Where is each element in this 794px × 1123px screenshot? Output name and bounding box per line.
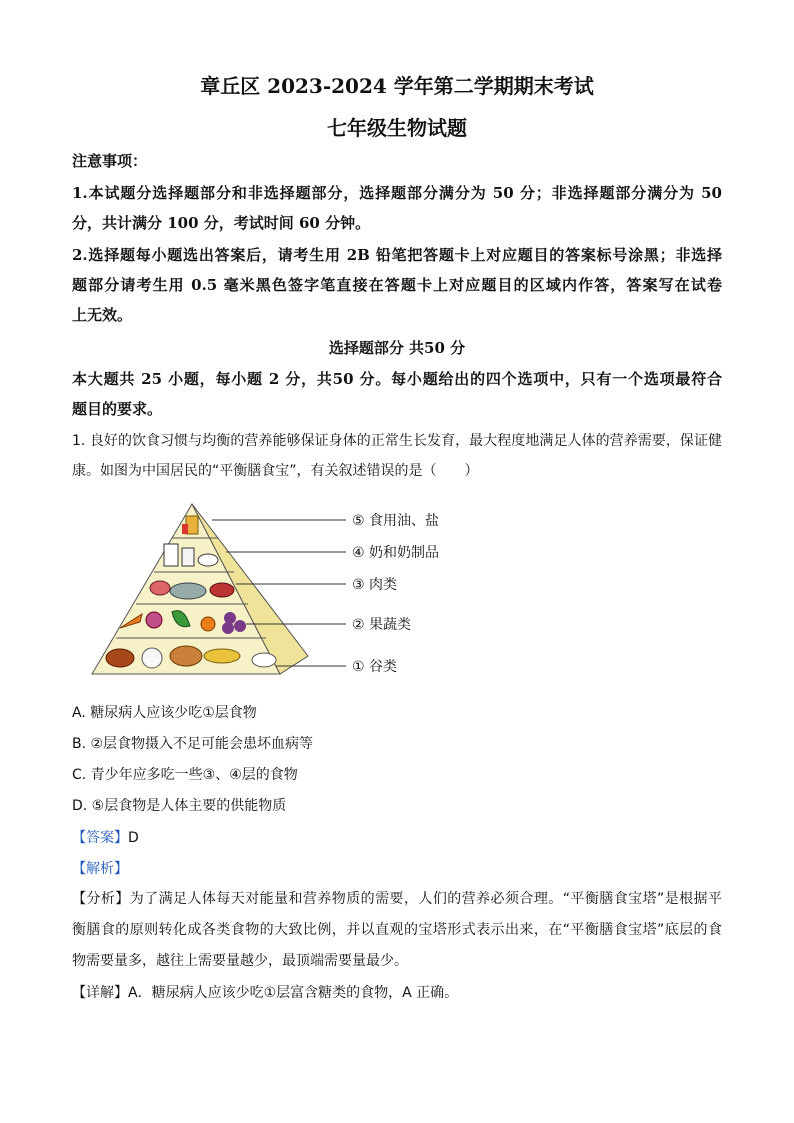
detail-text-1: A．糖尿病人应该少吃①层富含糖类的食物，A 正确。 xyxy=(128,985,459,1001)
q1-answer xyxy=(72,827,139,847)
orange-icon xyxy=(201,617,215,631)
analysis-tag: 【解析】 xyxy=(72,861,128,877)
yogurt-bowl-icon xyxy=(198,554,218,566)
pyramid-label-4: ④ 奶和奶制品 xyxy=(352,545,440,561)
notice-item1-line1: 1.本试题分选择题部分和非选择题部分，选择题部分满分为 50 分；非选择题部分满分为 50 xyxy=(72,184,722,202)
grape-icon-2 xyxy=(234,620,246,632)
q1-option-b: B. ②层食物摄入不足可能会患坏血病等 xyxy=(72,736,314,752)
grape-icon-3 xyxy=(222,622,234,634)
pyramid-label-2: ② 果蔬类 xyxy=(352,617,412,633)
q1-option-a: A. 糖尿病人应该少吃①层食物 xyxy=(72,705,257,721)
answer-value: D xyxy=(128,830,139,846)
grape-icon xyxy=(224,612,236,624)
pyramid-label-5: ⑤ 食用油、盐 xyxy=(352,513,440,529)
q1-option-d: D. ⑤层食物是人体主要的供能物质 xyxy=(72,798,287,814)
steak-icon xyxy=(210,583,234,597)
detail-tag: 【详解】 xyxy=(72,985,128,1001)
bread-icon xyxy=(170,646,202,666)
fenxi-text-1: 为了满足人体每天对能量和营养物质的需要，人们的营养必须合理。“平衡膳食宝塔”是根据平 xyxy=(129,891,722,907)
pyramid-label-3: ③ 肉类 xyxy=(352,577,398,593)
notice-heading: 注意事项： xyxy=(72,152,148,170)
notice-item2-line3: 上无效。 xyxy=(72,306,133,324)
q1-fenxi-line2: 衡膳食的原则转化成各类食物的大致比例，并以直观的宝塔形式表示出来，在“平衡膳食宝塔”底层的食 xyxy=(72,922,722,938)
q1-fenxi-line3: 物需要量多，越往上需要量越少，最顶端需要量最少。 xyxy=(72,953,408,969)
notice-item2-line2: 题部分请考生用 0.5 毫米黑色签字笔直接在答题卡上对应题目的区域内作答，答案写在试卷 xyxy=(72,276,722,294)
milk-carton-icon xyxy=(164,544,178,566)
salt-icon xyxy=(182,524,188,534)
q1-option-c: C. 青少年应多吃一些③、④层的食物 xyxy=(72,767,298,783)
corn-icon xyxy=(204,649,240,663)
milk-bottle-icon xyxy=(182,548,194,566)
exam-title: 章丘区 2023-2024 学年第二学期期末考试 xyxy=(200,74,594,98)
answer-tag: 【答案】 xyxy=(72,830,128,846)
section-intro-line1: 本大题共 25 小题，每小题 2 分，共50 分。每小题给出的四个选项中，只有一个选项最符合 xyxy=(72,370,722,388)
q1-stem-line2: 康。如图为中国居民的“平衡膳食宝”，有关叙述错误的是（ ） xyxy=(72,463,479,479)
food-pyramid-figure xyxy=(80,496,440,696)
rice-bowl-icon xyxy=(252,653,276,667)
pyramid-label-1: ① 谷类 xyxy=(352,659,398,675)
exam-subtitle: 七年级生物试题 xyxy=(327,116,467,140)
onion-icon xyxy=(146,612,162,628)
notice-item1-line2: 分，共计满分 100 分，考试时间 60 分钟。 xyxy=(72,214,371,232)
q1-detail-line1 xyxy=(72,978,722,1008)
fish-icon xyxy=(170,583,206,599)
section-intro-line2: 题目的要求。 xyxy=(72,400,163,418)
fenxi-tag: 【分析】 xyxy=(72,891,130,907)
q1-fenxi-line1 xyxy=(72,884,722,914)
sweet-potato-icon xyxy=(106,649,134,667)
q1-stem-line1: 1. 良好的饮食习惯与均衡的营养能够保证身体的正常生长发育，最大程度地满足人体的营养需要，保证健 xyxy=(72,433,722,449)
meat-icon xyxy=(150,581,170,595)
bun-icon xyxy=(142,648,162,668)
q1-analysis-tag xyxy=(72,858,128,878)
section-heading: 选择题部分 共50 分 xyxy=(328,339,466,357)
notice-item2-line1: 2.选择题每小题选出答案后，请考生用 2B 铅笔把答题卡上对应题目的答案标号涂黑；非选择 xyxy=(72,246,722,264)
